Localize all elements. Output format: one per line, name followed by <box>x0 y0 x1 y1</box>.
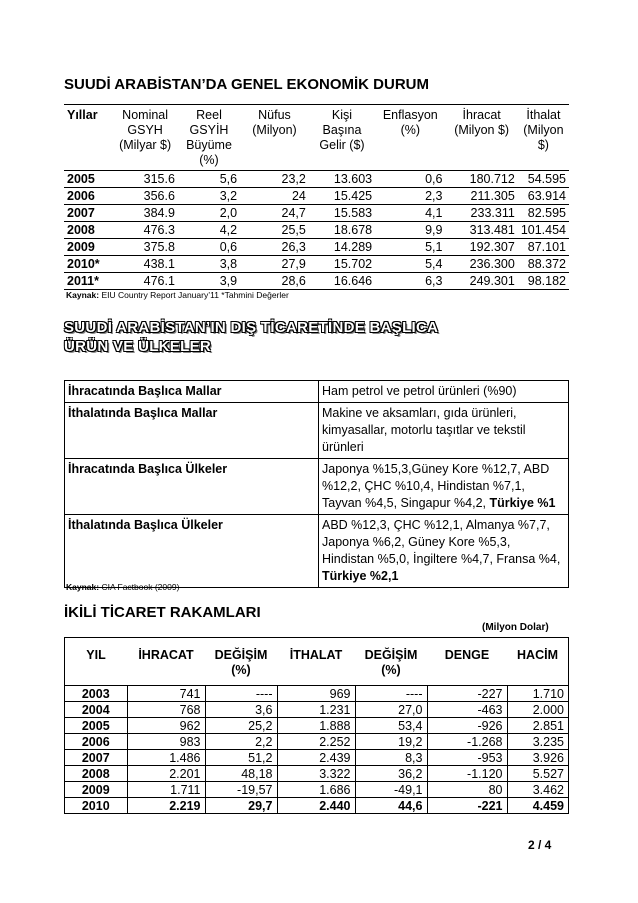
bilateral-header-row <box>65 638 569 686</box>
economy-row <box>64 188 569 205</box>
trade-row <box>65 381 569 403</box>
value-cell: 25,5 <box>281 223 306 237</box>
value-cell: 18.678 <box>333 223 373 237</box>
section-title-line2: ÜRÜN VE ÜLKELER <box>64 338 212 355</box>
value-cell: 315.6 <box>143 172 175 186</box>
source-label: Kaynak: <box>66 582 100 592</box>
value-cell: 26,3 <box>281 240 306 254</box>
value-cell: 313.481 <box>469 223 515 237</box>
value-cell: 2,3 <box>425 189 443 203</box>
section-title-economy: SUUDİ ARABİSTAN’DA GENEL EKONOMİK DURUM <box>64 76 430 93</box>
value-cell: -227 <box>427 686 507 702</box>
value-cell: 3,8 <box>219 257 238 271</box>
header-exports: İHRACAT <box>138 648 194 662</box>
year-cell: 2008 <box>65 766 128 782</box>
header-population: Nüfus (Milyon) <box>252 108 297 137</box>
value-cell: 24 <box>291 189 306 203</box>
year-cell: 2007 <box>65 750 128 766</box>
trade-row-label: İthalatında Başlıca Ülkeler <box>65 515 319 588</box>
economy-row <box>64 239 569 256</box>
trade-row <box>65 459 569 515</box>
year-cell: 2009 <box>67 240 95 254</box>
value-cell: 1.710 <box>507 686 569 702</box>
bilateral-row <box>65 766 569 782</box>
value-cell: -463 <box>427 702 507 718</box>
value-cell: 27,9 <box>281 257 306 271</box>
value-cell: 5,1 <box>425 240 443 254</box>
source-text: CIA Factbook (2009) <box>99 582 180 592</box>
turkey-share: Türkiye %1 <box>489 496 556 510</box>
value-cell: ---- <box>355 686 427 702</box>
year-cell: 2003 <box>65 686 128 702</box>
value-cell: 3.462 <box>507 782 569 798</box>
trade-row-text: Makine ve aksamları, gıda ürünleri, kimyasallar, motorlu taşıtlar ve tekstil ürünleri <box>322 406 526 454</box>
economy-header-row <box>64 105 569 171</box>
value-cell: 2.440 <box>277 798 355 814</box>
value-cell: 0,6 <box>425 172 443 186</box>
value-cell: 3,9 <box>219 274 238 288</box>
header-balance: DENGE <box>444 648 490 662</box>
value-cell: 1.231 <box>277 702 355 718</box>
value-cell: 2,0 <box>219 206 238 220</box>
trade-row <box>65 515 569 588</box>
bilateral-row <box>65 734 569 750</box>
value-cell: 4,2 <box>219 223 238 237</box>
header-imports: İthalat (Milyon $) <box>523 108 564 152</box>
value-cell: 82.595 <box>527 206 566 220</box>
value-cell: 3.235 <box>507 734 569 750</box>
value-cell: 29,7 <box>205 798 277 814</box>
value-cell: -926 <box>427 718 507 734</box>
value-cell: 98.182 <box>527 274 566 288</box>
value-cell: 3,6 <box>205 702 277 718</box>
bilateral-trade-table <box>64 637 569 814</box>
value-cell: 969 <box>277 686 355 702</box>
header-inflation: Enflasyon (%) <box>382 108 438 137</box>
trade-row <box>65 403 569 459</box>
source-text: EIU Country Report January’11 *Tahmini Değerler <box>99 290 289 300</box>
value-cell: 768 <box>127 702 205 718</box>
value-cell: 13.603 <box>333 172 373 186</box>
value-cell: 2.252 <box>277 734 355 750</box>
value-cell: 476.3 <box>143 223 175 237</box>
value-cell: 28,6 <box>281 274 306 288</box>
bilateral-row <box>65 798 569 814</box>
value-cell: 384.9 <box>143 206 175 220</box>
trade-row-text: ABD %12,3, ÇHC %12,1, Almanya %7,7, Japonya %6,2, Güney Kore %5,3, Hindistan %5,0, İngiltere %4,7, Fransa %4, <box>322 518 561 566</box>
value-cell: 2.851 <box>507 718 569 734</box>
value-cell: 2.439 <box>277 750 355 766</box>
value-cell: 88.372 <box>527 257 566 271</box>
year-cell: 2005 <box>65 718 128 734</box>
trade-row-value <box>319 381 569 403</box>
value-cell: -1.268 <box>427 734 507 750</box>
value-cell: 8,3 <box>355 750 427 766</box>
value-cell: 27,0 <box>355 702 427 718</box>
header-real-gdp-growth: Reel GSYİH Büyüme (%) <box>186 108 232 167</box>
economy-table <box>64 104 569 290</box>
value-cell: 356.6 <box>143 189 175 203</box>
value-cell: 3.322 <box>277 766 355 782</box>
page-number: 2 / 4 <box>528 838 552 852</box>
year-cell: 2006 <box>65 734 128 750</box>
value-cell: 19,2 <box>355 734 427 750</box>
trade-products-table <box>64 380 569 588</box>
trade-row-label: İthalatında Başlıca Mallar <box>65 403 319 459</box>
value-cell: 2.000 <box>507 702 569 718</box>
value-cell: 1.486 <box>127 750 205 766</box>
value-cell: 51,2 <box>205 750 277 766</box>
trade-row-label: İhracatında Başlıca Ülkeler <box>65 459 319 515</box>
section-title-trade-products <box>64 318 438 356</box>
year-cell: 2011* <box>67 274 99 288</box>
value-cell: -953 <box>427 750 507 766</box>
value-cell: 2.201 <box>127 766 205 782</box>
value-cell: 4.459 <box>507 798 569 814</box>
value-cell: -19,57 <box>205 782 277 798</box>
year-cell: 2010 <box>65 798 128 814</box>
value-cell: 5.527 <box>507 766 569 782</box>
economy-row <box>64 273 569 290</box>
value-cell: 87.101 <box>527 240 566 254</box>
source-label: Kaynak: <box>66 290 100 300</box>
value-cell: 44,6 <box>355 798 427 814</box>
section-title-line1: SUUDİ ARABİSTAN’IN DIŞ TİCARETİNDE BAŞLICA <box>64 319 439 336</box>
trade-row-text: Japonya %15,3,Güney Kore %12,7, ABD %12,2, ÇHC %10,4, Hindistan %7,1, Tayvan %4,5, Singapur %4,2, <box>322 462 550 510</box>
economy-row <box>64 222 569 239</box>
bilateral-row <box>65 702 569 718</box>
year-cell: 2009 <box>65 782 128 798</box>
value-cell: 15.583 <box>333 206 373 220</box>
header-per-capita-income: Kişi Başına Gelir ($) <box>319 108 365 152</box>
year-cell: 2004 <box>65 702 128 718</box>
value-cell: 23,2 <box>281 172 306 186</box>
value-cell: 36,2 <box>355 766 427 782</box>
header-years: Yıllar <box>67 108 98 122</box>
value-cell: 15.425 <box>333 189 373 203</box>
value-cell: 1.888 <box>277 718 355 734</box>
economy-row <box>64 171 569 188</box>
year-cell: 2010* <box>67 257 100 271</box>
value-cell: 25,2 <box>205 718 277 734</box>
header-volume: HACİM <box>517 648 558 662</box>
unit-label: (Milyon Dolar) <box>482 622 549 633</box>
bilateral-row <box>65 782 569 798</box>
value-cell: 5,6 <box>219 172 238 186</box>
bilateral-row <box>65 718 569 734</box>
value-cell: 236.300 <box>469 257 515 271</box>
turkey-share: Türkiye %2,1 <box>322 569 399 583</box>
value-cell: 180.712 <box>469 172 515 186</box>
value-cell: 48,18 <box>205 766 277 782</box>
bilateral-row <box>65 686 569 702</box>
value-cell: 14.289 <box>333 240 373 254</box>
value-cell: 2.219 <box>127 798 205 814</box>
economy-row <box>64 205 569 222</box>
value-cell: 53,4 <box>355 718 427 734</box>
value-cell: 3,2 <box>219 189 238 203</box>
value-cell: 0,6 <box>219 240 238 254</box>
trade-row-value <box>319 459 569 515</box>
value-cell: 80 <box>427 782 507 798</box>
trade-row-value <box>319 403 569 459</box>
value-cell: ---- <box>205 686 277 702</box>
value-cell: 3.926 <box>507 750 569 766</box>
value-cell: 233.311 <box>470 206 515 220</box>
value-cell: 1.686 <box>277 782 355 798</box>
value-cell: 24,7 <box>281 206 306 220</box>
value-cell: 741 <box>127 686 205 702</box>
value-cell: -221 <box>427 798 507 814</box>
trade-row-text: Ham petrol ve petrol ürünleri (%90) <box>322 384 517 398</box>
year-cell: 2005 <box>67 172 95 186</box>
header-exports: İhracat (Milyon $) <box>454 108 510 137</box>
value-cell: -49,1 <box>355 782 427 798</box>
year-cell: 2007 <box>67 206 95 220</box>
value-cell: 476.1 <box>143 274 175 288</box>
value-cell: 101.454 <box>520 223 566 237</box>
source-note-economy <box>66 290 289 300</box>
year-cell: 2006 <box>67 189 95 203</box>
value-cell: 962 <box>127 718 205 734</box>
value-cell: 438.1 <box>143 257 175 271</box>
value-cell: 4,1 <box>425 206 443 220</box>
bilateral-row <box>65 750 569 766</box>
header-imports: İTHALAT <box>289 648 343 662</box>
value-cell: 15.702 <box>333 257 373 271</box>
header-nominal-gdp: Nominal GSYH (Milyar $) <box>119 108 172 152</box>
economy-row <box>64 256 569 273</box>
value-cell: 983 <box>127 734 205 750</box>
value-cell: 5,4 <box>425 257 443 271</box>
header-import-change: DEĞİŞİM (%) <box>364 648 418 677</box>
value-cell: 63.914 <box>527 189 566 203</box>
source-note-factbook <box>66 582 179 592</box>
section-title-bilateral-trade: İKİLİ TİCARET RAKAMLARI <box>64 604 261 621</box>
value-cell: 2,2 <box>205 734 277 750</box>
value-cell: 249.301 <box>469 274 515 288</box>
trade-row-label: İhracatında Başlıca Mallar <box>65 381 319 403</box>
header-year: YIL <box>86 648 106 662</box>
value-cell: 1.711 <box>127 782 205 798</box>
value-cell: 6,3 <box>425 274 443 288</box>
value-cell: 54.595 <box>527 172 566 186</box>
value-cell: 16.646 <box>333 274 373 288</box>
year-cell: 2008 <box>67 223 95 237</box>
value-cell: -1.120 <box>427 766 507 782</box>
value-cell: 192.307 <box>469 240 515 254</box>
value-cell: 211.305 <box>470 189 515 203</box>
header-export-change: DEĞİŞİM (%) <box>214 648 268 677</box>
value-cell: 9,9 <box>425 223 443 237</box>
value-cell: 375.8 <box>143 240 175 254</box>
trade-row-value <box>319 515 569 588</box>
